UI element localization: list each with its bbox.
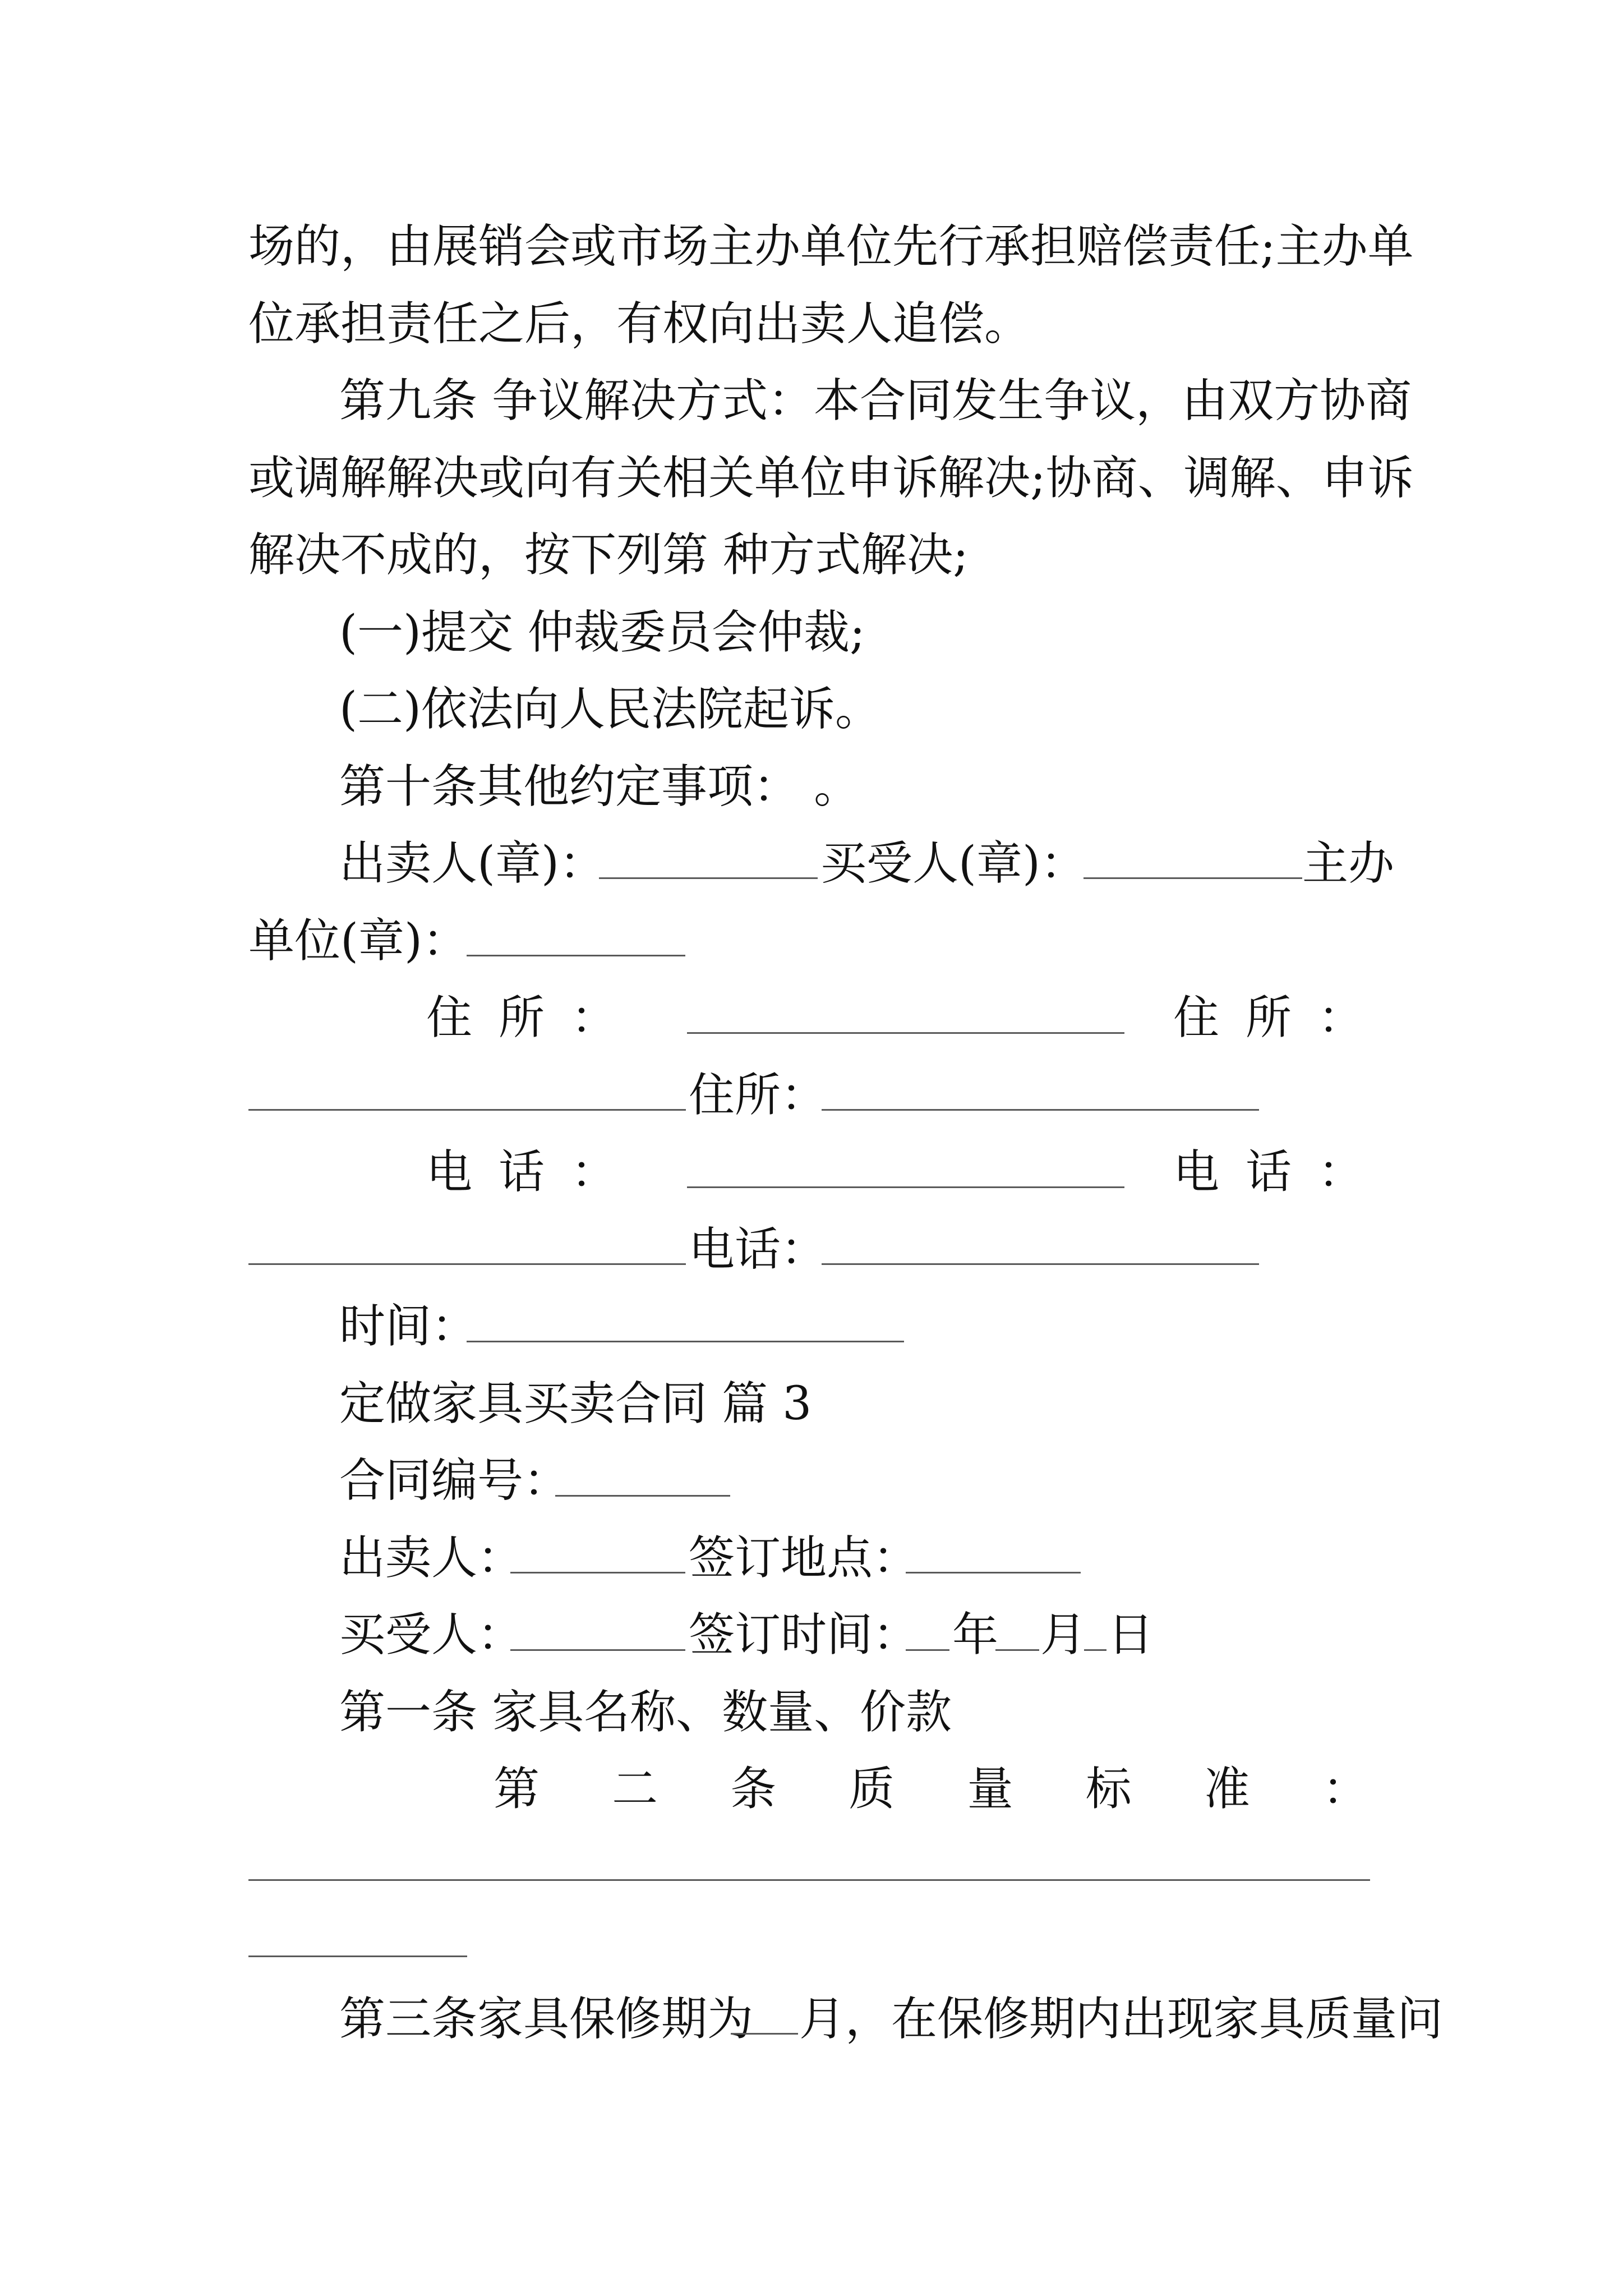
year-label: 年: [952, 1608, 999, 1662]
seller-label: 出卖人：: [339, 1531, 524, 1585]
signing-time-label: 签订时间：: [689, 1608, 919, 1662]
buyer-seal-blank: [1083, 877, 1302, 879]
article-9-line: 第九条 争议解决方式：本合同发生争议，由双方协商: [339, 374, 1412, 427]
buyer-phone-label: 电 话 ：: [1173, 1145, 1364, 1199]
buyer-phone-blank: [248, 1263, 686, 1265]
signing-place-label: 签订地点：: [689, 1531, 919, 1585]
time-label: 时间：: [339, 1300, 478, 1353]
day-label: 日: [1108, 1608, 1154, 1662]
organizer-address-label: 住所：: [689, 1069, 827, 1122]
seller-address-label: 住 所 ：: [426, 991, 617, 1045]
seller-phone-label: 电 话 ：: [426, 1145, 617, 1199]
year-blank: [906, 1649, 949, 1651]
month-label: 月: [1040, 1608, 1087, 1662]
buyer-address-blank: [248, 1109, 686, 1111]
organizer-seal-label: 单位(章)：: [248, 914, 468, 968]
article-3-start: 第三条家具保修期为: [339, 1993, 754, 2046]
paragraph-line: 位承担责任之后，有权向出卖人追偿。: [248, 297, 1031, 351]
seller-address-blank: [687, 1032, 1124, 1034]
contract-number-blank: [555, 1495, 730, 1497]
organizer-address-blank: [822, 1109, 1259, 1111]
buyer-label: 买受人：: [339, 1608, 524, 1662]
day-blank: [1084, 1649, 1106, 1651]
option-2: (二)依法向人民法院起诉。: [339, 683, 881, 736]
buyer-address-label: 住 所 ：: [1173, 991, 1364, 1045]
quality-standard-blank: [248, 1879, 1370, 1881]
option-1: (一)提交 仲裁委员会仲裁;: [339, 606, 865, 659]
organizer-seal-blank: [467, 955, 685, 956]
month-blank: [995, 1649, 1039, 1651]
buyer-seal-label: 买受人(章)：: [820, 837, 1086, 890]
contract-title: 定做家具买卖合同 篇 3: [339, 1377, 812, 1430]
article-10: 第十条其他约定事项： 。: [339, 760, 860, 813]
article-9-line: 解决不成的，按下列第 种方式解决;: [248, 528, 969, 582]
quality-standard-blank-cont: [248, 1955, 467, 1957]
time-blank: [467, 1341, 904, 1342]
seller-phone-blank: [687, 1186, 1124, 1188]
seller-seal-blank: [599, 877, 818, 879]
article-1: 第一条 家具名称、数量、价款: [339, 1686, 952, 1739]
signing-place-blank: [906, 1572, 1081, 1573]
article-2: 第 二 条 质 量 标 准 ：: [494, 1763, 1368, 1816]
paragraph-line: 场的，由展销会或市场主办单位先行承担赔偿责任;主办单: [248, 220, 1414, 273]
warranty-months-blank: [731, 2033, 798, 2035]
organizer-phone-label: 电话：: [689, 1223, 827, 1276]
article-3-end: 月，在保修期内出现家具质量问: [799, 1993, 1444, 2046]
organizer-label-start: 主办: [1302, 837, 1395, 890]
buyer-blank: [510, 1649, 685, 1651]
contract-number-label: 合同编号：: [339, 1454, 570, 1507]
article-9-line: 或调解解决或向有关相关单位申诉解决;协商、调解、申诉: [248, 452, 1414, 505]
organizer-phone-blank: [822, 1263, 1259, 1265]
seller-seal-label: 出卖人(章)：: [339, 837, 605, 890]
seller-blank: [510, 1572, 685, 1573]
